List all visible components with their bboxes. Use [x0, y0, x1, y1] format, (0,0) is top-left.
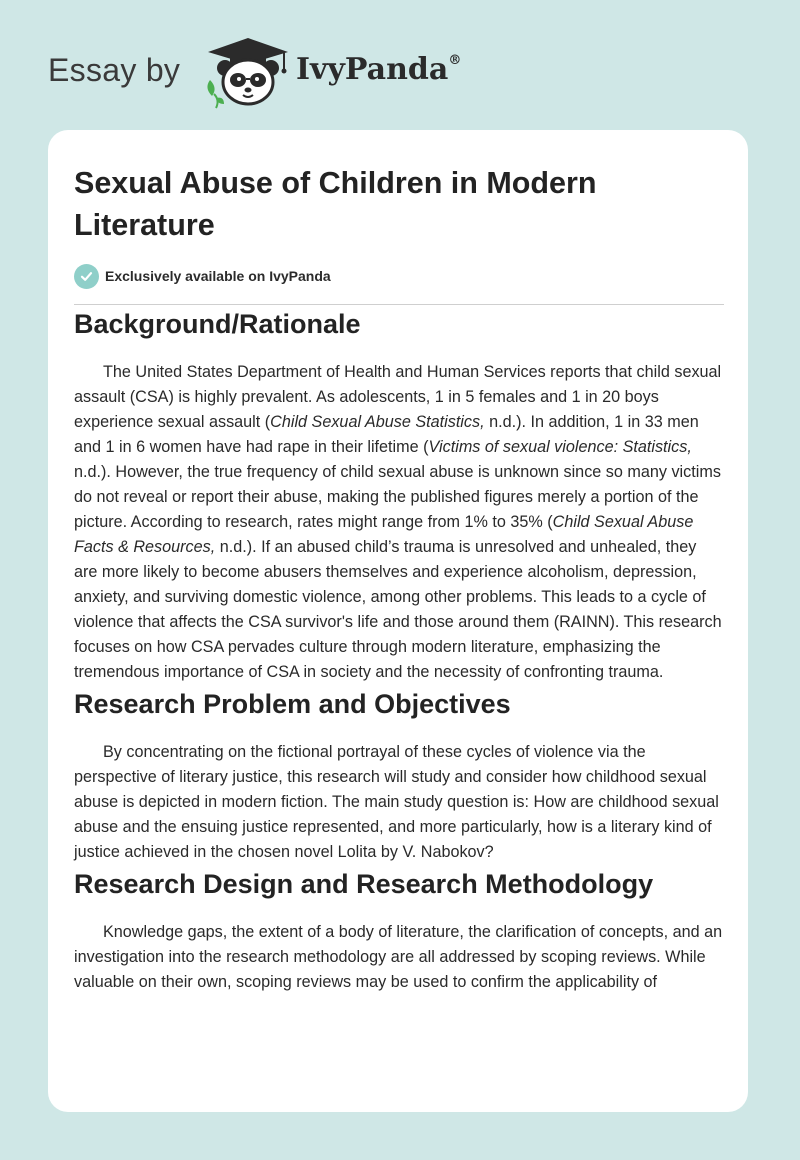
- text-run: n.d.). However, the true frequency of child sexual abuse is unknown since so many victims do not reveal or report their abuse, making the published figures merely a portion of the picture. According to research, rates might range from 1% to 35% (: [74, 463, 721, 531]
- section-research-problem: [74, 685, 724, 865]
- citation-title: Child Sexual Abuse Facts & Resources,: [74, 513, 694, 556]
- citation-title: Victims of sexual violence: Statistics,: [428, 438, 692, 456]
- section-heading-research-design: Research Design and Research Methodology: [74, 869, 654, 899]
- section-heading-research-problem: Research Problem and Objectives: [74, 689, 511, 719]
- check-circle-icon: [74, 264, 99, 289]
- citation-title: Child Sexual Abuse Statistics,: [270, 413, 485, 431]
- brand-name[interactable]: [296, 52, 461, 87]
- text-run: The United States Department of Health and Human Services reports that child sexual assault (CSA) is highly prevalent. As adolescents, 1 in 5 females and 1 in 20 boys experience sexual assault (: [74, 363, 722, 431]
- text-run: n.d.). If an abused child’s trauma is unresolved and unhealed, they are more likely to become abusers themselves and experience alcoholism, depression, anxiety, and surviving domestic violence, among other problems. This leads to a cycle of violence that affects the CSA survivor's life and those around them (RAINN). This research focuses on how CSA pervades culture through modern literature, emphasizing the tremendous importance of CSA in society and the necessity of confronting trauma.: [74, 538, 722, 681]
- exclusive-label: Exclusively available on IvyPanda: [105, 268, 331, 284]
- section-research-design: [74, 865, 724, 995]
- brand-header: [48, 30, 508, 110]
- registered-mark: ®: [448, 53, 462, 68]
- exclusive-badge: [74, 262, 724, 290]
- section-background: [74, 305, 724, 685]
- text-run: n.d.). In addition, 1 in 33 men and 1 in 6 women have had rape in their lifetime (: [74, 413, 699, 456]
- page-title: Sexual Abuse of Children in Modern Literature: [74, 166, 597, 242]
- essay-card: [48, 130, 748, 1112]
- paragraph-research-design: Knowledge gaps, the extent of a body of literature, the clarification of concepts, and an investigation into the research methodology are all addressed by scoping reviews. While valuable on their own, scoping reviews may be used to confirm the applicability of: [74, 923, 723, 991]
- section-heading-background: Background/Rationale: [74, 309, 361, 339]
- paragraph-background: [74, 360, 724, 685]
- brand-name-text: IvyPanda: [296, 52, 449, 87]
- paragraph-research-problem: By concentrating on the fictional portrayal of these cycles of violence via the perspective of literary justice, this research will study and consider how childhood sexual abuse is depicted in modern fiction. The main study question is: How are childhood sexual abuse and the ensuing justice represented, and more particularly, how is a literary kind of justice achieved in the chosen novel Lolita by V. Nabokov?: [74, 743, 719, 861]
- essay-content: [74, 162, 724, 995]
- brand-prefix: Essay by: [48, 52, 181, 88]
- panda-graduate-logo-icon[interactable]: [200, 30, 296, 110]
